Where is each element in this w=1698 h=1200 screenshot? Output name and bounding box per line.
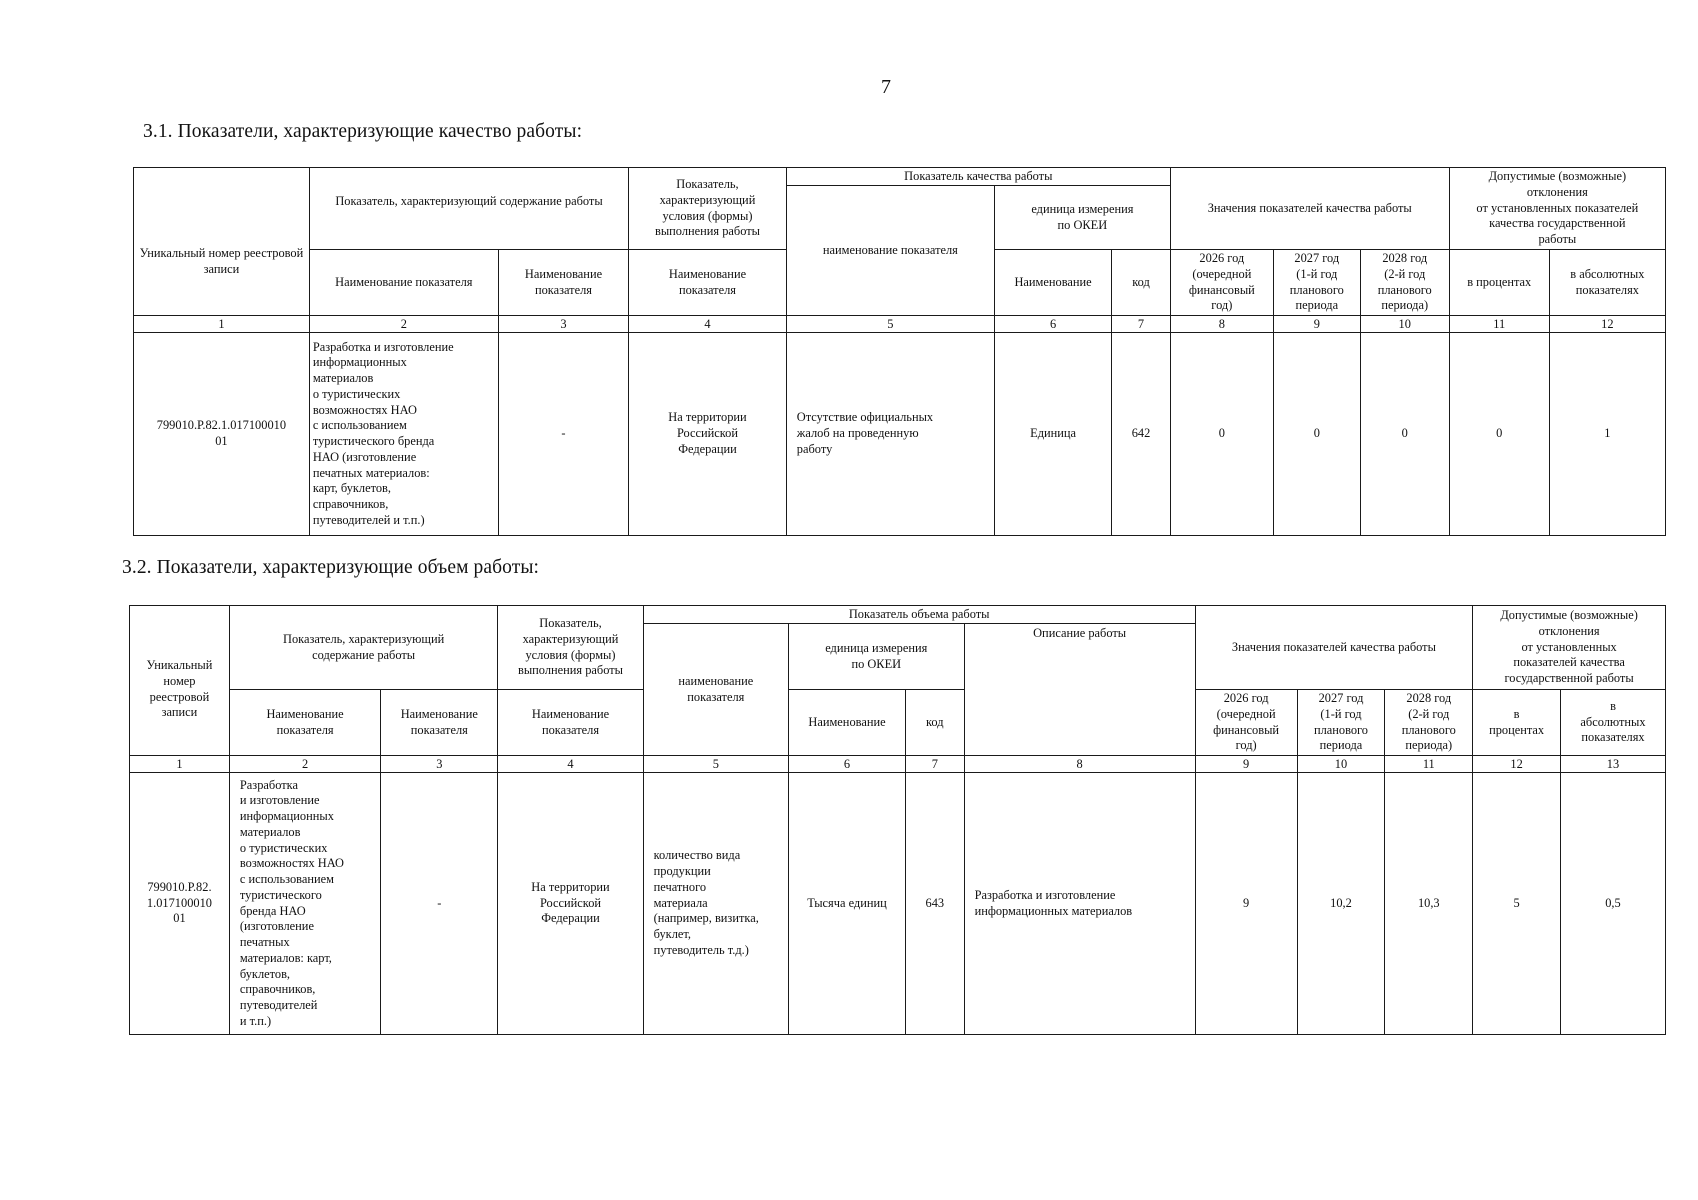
conditions-cell: На территории Российской Федерации xyxy=(629,333,787,536)
column-number: 7 xyxy=(906,756,965,773)
indicator-cell: Отсутствие официальных жалоб на проведенную работу xyxy=(786,333,994,536)
volume-indicators-table xyxy=(129,605,1666,1035)
column-number: 13 xyxy=(1560,756,1665,773)
column-number: 3 xyxy=(498,316,628,333)
column-number: 9 xyxy=(1273,316,1360,333)
header-col2-name: Наименование показателя xyxy=(229,690,380,756)
column-number: 11 xyxy=(1449,316,1549,333)
deviation-percent-cell: 5 xyxy=(1473,773,1561,1035)
column-number: 5 xyxy=(786,316,994,333)
header-year-2027: 2027 год (1-й год планового периода xyxy=(1273,250,1360,316)
column-number: 1 xyxy=(134,316,310,333)
header-unit-name: Наименование xyxy=(994,250,1111,316)
work-description-cell: Разработка и изготовление информационных материалов xyxy=(964,773,1195,1035)
column-number: 12 xyxy=(1473,756,1561,773)
header-unit-code: код xyxy=(906,690,965,756)
column-number: 11 xyxy=(1385,756,1473,773)
header-year-2027: 2027 год (1-й год планового периода xyxy=(1297,690,1385,756)
header-indicator-name: наименование показателя xyxy=(643,624,788,756)
section-title-quality: 3.1. Показатели, характеризующие качество работы: xyxy=(143,121,583,142)
content-col3-cell: - xyxy=(498,333,628,536)
header-content-group: Показатель, характеризующий содержание работы xyxy=(229,606,497,690)
column-number: 8 xyxy=(1170,316,1273,333)
column-number: 2 xyxy=(229,756,380,773)
header-deviation-absolute: в абсолютных показателях xyxy=(1560,690,1665,756)
column-number: 10 xyxy=(1360,316,1449,333)
column-number: 7 xyxy=(1112,316,1171,333)
header-values-group: Значения показателей качества работы xyxy=(1170,168,1449,250)
indicator-cell: количество вида продукции печатного материала (например, визитка, буклет, путеводитель т.д.) xyxy=(643,773,788,1035)
value-2028-cell: 10,3 xyxy=(1385,773,1473,1035)
column-number: 12 xyxy=(1549,316,1665,333)
page-number: 7 xyxy=(881,76,891,98)
value-2027-cell: 0 xyxy=(1273,333,1360,536)
header-content-group: Показатель, характеризующий содержание работы xyxy=(309,168,628,250)
header-indicator-name: наименование показателя xyxy=(786,186,994,316)
header-volume-group: Показатель объема работы xyxy=(643,606,1195,624)
deviation-percent-cell: 0 xyxy=(1449,333,1549,536)
header-conditions-group: Показатель, характеризующий условия (формы) выполнения работы xyxy=(498,606,643,690)
unit-name-cell: Тысяча единиц xyxy=(788,773,905,1035)
unit-code-cell: 643 xyxy=(906,773,965,1035)
column-number: 6 xyxy=(994,316,1111,333)
table-row xyxy=(134,333,1666,536)
quality-indicators-table xyxy=(133,167,1666,536)
value-2026-cell: 9 xyxy=(1195,773,1297,1035)
content-col3-cell: - xyxy=(381,773,498,1035)
table-row xyxy=(130,773,1666,1035)
column-number: 8 xyxy=(964,756,1195,773)
header-conditions-group: Показатель, характеризующий условия (формы) выполнения работы xyxy=(629,168,787,250)
column-number: 9 xyxy=(1195,756,1297,773)
value-2027-cell: 10,2 xyxy=(1297,773,1385,1035)
header-deviation-absolute: в абсолютных показателях xyxy=(1549,250,1665,316)
column-number: 3 xyxy=(381,756,498,773)
header-year-2028: 2028 год (2-й год планового периода) xyxy=(1385,690,1473,756)
column-number: 5 xyxy=(643,756,788,773)
header-values-group: Значения показателей качества работы xyxy=(1195,606,1473,690)
work-content-cell: Разработка и изготовление информационных материалов о туристических возможностях НАО с использованием туристического бренда НАО (изготовление печатных материалов: карт, буклетов, справочников, путеводителей и т.п.) xyxy=(309,333,498,536)
unit-name-cell: Единица xyxy=(994,333,1111,536)
header-year-2028: 2028 год (2-й год планового периода) xyxy=(1360,250,1449,316)
unit-code-cell: 642 xyxy=(1112,333,1171,536)
deviation-absolute-cell: 1 xyxy=(1549,333,1665,536)
header-quality-group: Показатель качества работы xyxy=(786,168,1170,186)
header-work-description: Описание работы xyxy=(964,624,1195,756)
value-2026-cell: 0 xyxy=(1170,333,1273,536)
header-col2-name: Наименование показателя xyxy=(309,250,498,316)
column-number: 4 xyxy=(629,316,787,333)
header-deviation-percent: в процентах xyxy=(1473,690,1561,756)
header-unit-code: код xyxy=(1112,250,1171,316)
header-deviation-group: Допустимые (возможные) отклонения от установленных показателей качества государственной работы xyxy=(1449,168,1665,250)
registry-number-cell: 799010.Р.82.1.017100010 01 xyxy=(134,333,310,536)
value-2028-cell: 0 xyxy=(1360,333,1449,536)
header-registry-number: Уникальный номер реестровой записи xyxy=(130,606,230,756)
header-unit-group: единица измерения по ОКЕИ xyxy=(788,624,964,690)
header-deviation-percent: в процентах xyxy=(1449,250,1549,316)
header-year-2026: 2026 год (очередной финансовый год) xyxy=(1170,250,1273,316)
registry-number-cell: 799010.Р.82. 1.017100010 01 xyxy=(130,773,230,1035)
column-number: 1 xyxy=(130,756,230,773)
header-col3-name: Наименование показателя xyxy=(381,690,498,756)
conditions-cell: На территории Российской Федерации xyxy=(498,773,643,1035)
section-title-volume: 3.2. Показатели, характеризующие объем работы: xyxy=(122,557,540,578)
header-registry-number: Уникальный номер реестровой записи xyxy=(134,168,310,316)
header-deviation-group: Допустимые (возможные) отклонения от установленных показателей качества государственной работы xyxy=(1473,606,1666,690)
column-number: 6 xyxy=(788,756,905,773)
header-year-2026: 2026 год (очередной финансовый год) xyxy=(1195,690,1297,756)
header-unit-group: единица измерения по ОКЕИ xyxy=(994,186,1170,250)
header-col4-name: Наименование показателя xyxy=(629,250,787,316)
header-col3-name: Наименование показателя xyxy=(498,250,628,316)
header-unit-name: Наименование xyxy=(788,690,905,756)
deviation-absolute-cell: 0,5 xyxy=(1560,773,1665,1035)
column-number: 10 xyxy=(1297,756,1385,773)
work-content-cell: Разработка и изготовление информационных материалов о туристических возможностях НАО с использованием туристического бренда НАО (изготовление печатных материалов: карт, буклетов, справочников, путеводителей и т.п.) xyxy=(229,773,380,1035)
column-number: 4 xyxy=(498,756,643,773)
header-col4-name: Наименование показателя xyxy=(498,690,643,756)
column-number: 2 xyxy=(309,316,498,333)
